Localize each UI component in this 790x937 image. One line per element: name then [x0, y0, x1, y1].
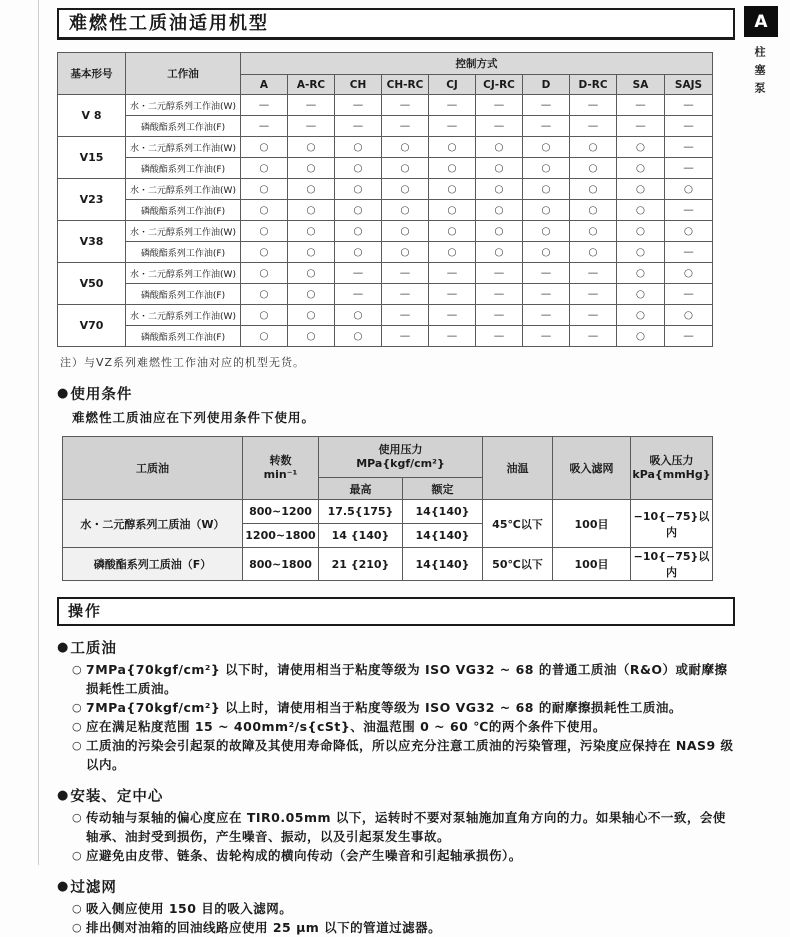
operation-group — [57, 785, 735, 865]
availability-cell: ○ — [288, 137, 335, 158]
models-row-f — [58, 326, 713, 347]
availability-cell: ○ — [617, 284, 665, 305]
models-control-header: CH — [335, 75, 382, 95]
oil-label-f: 磷酸酯系列工作油(F) — [126, 158, 241, 179]
availability-cell: — — [523, 95, 570, 116]
bullet-icon: ● — [57, 386, 70, 401]
circle-bullet-icon: ○ — [72, 849, 83, 862]
availability-cell: — — [617, 116, 665, 137]
cond-header-speed — [243, 437, 319, 500]
availability-cell: ○ — [617, 263, 665, 284]
availability-cell: ○ — [335, 137, 382, 158]
operation-section-title: 操作 — [57, 597, 735, 626]
operation-item — [72, 736, 735, 774]
availability-cell: — — [335, 116, 382, 137]
circle-bullet-icon: ○ — [72, 902, 83, 915]
availability-cell: — — [665, 95, 713, 116]
oil-label-w: 水・二元醇系列工作油(W) — [126, 137, 241, 158]
oil-label-f: 磷酸酯系列工作油(F) — [126, 116, 241, 137]
availability-cell: ○ — [523, 200, 570, 221]
availability-cell: — — [241, 95, 288, 116]
availability-cell: — — [382, 284, 429, 305]
circle-bullet-icon: ○ — [72, 663, 83, 676]
availability-cell: ○ — [523, 221, 570, 242]
availability-cell: ○ — [476, 242, 523, 263]
oil-label-f: 磷酸酯系列工作油(F) — [126, 242, 241, 263]
models-row-f — [58, 242, 713, 263]
oil-label-f: 磷酸酯系列工作油(F) — [126, 200, 241, 221]
operation-item-list — [57, 899, 735, 937]
operation-group-heading — [57, 785, 735, 806]
cond-f-temp: 50℃以下 — [483, 548, 553, 581]
availability-cell: — — [382, 305, 429, 326]
page-content — [57, 8, 735, 937]
cond-w-suction: −10{−75}以内 — [631, 500, 713, 548]
availability-cell: — — [382, 326, 429, 347]
availability-cell: ○ — [335, 158, 382, 179]
models-row-f — [58, 200, 713, 221]
operation-group — [57, 876, 735, 937]
availability-cell: — — [570, 263, 617, 284]
availability-cell: ○ — [288, 242, 335, 263]
availability-cell: — — [476, 116, 523, 137]
availability-cell: ○ — [288, 305, 335, 326]
models-control-header: D — [523, 75, 570, 95]
usage-conditions-heading — [57, 383, 735, 404]
cond-f-max: 21 {210} — [319, 548, 403, 581]
availability-cell: ○ — [523, 242, 570, 263]
availability-cell: ○ — [617, 179, 665, 200]
sidebar-vertical-label: 柱塞泵 — [753, 46, 766, 100]
operation-item-list — [57, 660, 735, 774]
availability-cell: — — [429, 326, 476, 347]
circle-bullet-icon: ○ — [72, 739, 83, 752]
section-index-tab — [744, 6, 778, 37]
bullet-icon: ● — [57, 640, 70, 655]
availability-cell: ○ — [617, 326, 665, 347]
availability-cell: ○ — [429, 158, 476, 179]
cond-w-strainer: 100目 — [553, 500, 631, 548]
models-control-header: SAJS — [665, 75, 713, 95]
availability-cell: — — [665, 116, 713, 137]
availability-cell: ○ — [665, 305, 713, 326]
availability-cell: ○ — [241, 200, 288, 221]
models-row-f — [58, 116, 713, 137]
availability-cell: ○ — [665, 179, 713, 200]
operation-item-text: 工质油的污染会引起泵的故障及其使用寿命降低，所以应充分注意工质油的污染管理，污染度应保持在 NAS9 级以内。 — [86, 738, 734, 772]
operation-item-text: 应避免由皮带、链条、齿轮构成的横向传动（会产生噪音和引起轴承损伤）。 — [86, 848, 522, 863]
cond-header-suction — [631, 437, 713, 500]
operation-group-heading — [57, 637, 735, 658]
cond-row-f — [63, 548, 713, 581]
availability-cell: ○ — [335, 305, 382, 326]
cond-w1-rated: 14{140} — [403, 500, 483, 524]
cond-header-strainer: 吸入滤网 — [553, 437, 631, 500]
operation-item — [72, 717, 735, 736]
availability-cell: ○ — [617, 221, 665, 242]
models-header-oil: 工作油 — [126, 53, 241, 95]
availability-cell: ○ — [335, 221, 382, 242]
cond-row-w1 — [63, 500, 713, 524]
availability-cell: ○ — [335, 242, 382, 263]
operation-item — [72, 698, 735, 717]
operation-item-text: 传动轴与泵轴的偏心度应在 TIR0.05mm 以下，运转时不要对泵轴施加直角方向的力。如果轴心不一致，会使轴承、油封受到损伤，产生噪音、振动，以及引起泵发生事故。 — [86, 810, 726, 844]
oil-label-w: 水・二元醇系列工作油(W) — [126, 95, 241, 116]
cond-w1-max: 17.5{175} — [319, 500, 403, 524]
availability-cell: — — [241, 116, 288, 137]
oil-label-w: 水・二元醇系列工作油(W) — [126, 179, 241, 200]
models-row-w — [58, 305, 713, 326]
availability-cell: — — [523, 326, 570, 347]
operation-item — [72, 918, 735, 937]
availability-cell: — — [335, 284, 382, 305]
cond-header-rated: 额定 — [403, 478, 483, 500]
availability-cell: ○ — [382, 179, 429, 200]
model-cell: V70 — [58, 305, 126, 347]
availability-cell: — — [523, 305, 570, 326]
availability-cell: — — [570, 305, 617, 326]
operation-item-text: 7MPa{70kgf/cm²} 以下时，请使用相当于粘度等级为 ISO VG32 ~ 68 的普通工质油（R&O）或耐摩擦损耗性工质油。 — [86, 662, 728, 696]
availability-cell: — — [288, 116, 335, 137]
availability-cell: ○ — [617, 200, 665, 221]
availability-cell: ○ — [382, 242, 429, 263]
availability-cell: — — [476, 263, 523, 284]
oil-label-f: 磷酸酯系列工作油(F) — [126, 326, 241, 347]
models-row-w — [58, 179, 713, 200]
availability-cell: — — [570, 326, 617, 347]
model-cell: V50 — [58, 263, 126, 305]
model-cell: V 8 — [58, 95, 126, 137]
availability-cell: ○ — [476, 200, 523, 221]
availability-cell: — — [476, 284, 523, 305]
availability-cell: — — [665, 158, 713, 179]
cond-oil-f: 磷酸酯系列工质油（F） — [63, 548, 243, 581]
availability-cell: ○ — [523, 179, 570, 200]
availability-cell: — — [665, 200, 713, 221]
operation-item-text: 排出侧对油箱的回油线路应使用 25 μm 以下的管道过滤器。 — [86, 920, 442, 935]
cond-header-pressure-line2: MPa{kgf/cm²} — [356, 457, 445, 470]
availability-cell: ○ — [241, 158, 288, 179]
operation-item-list — [57, 808, 735, 865]
availability-cell: ○ — [523, 137, 570, 158]
oil-label-w: 水・二元醇系列工作油(W) — [126, 221, 241, 242]
availability-cell: ○ — [241, 179, 288, 200]
cond-w2-speed: 1200~1800 — [243, 524, 319, 548]
cond-header-max: 最高 — [319, 478, 403, 500]
availability-cell: — — [382, 116, 429, 137]
oil-label-w: 水・二元醇系列工作油(W) — [126, 305, 241, 326]
availability-cell: ○ — [241, 284, 288, 305]
availability-cell: ○ — [570, 242, 617, 263]
availability-cell: ○ — [288, 179, 335, 200]
usage-conditions-body: 难燃性工质油应在下列使用条件下使用。 — [72, 410, 316, 425]
availability-cell: — — [382, 263, 429, 284]
availability-cell: ○ — [335, 179, 382, 200]
cond-w1-speed: 800~1200 — [243, 500, 319, 524]
availability-cell: ○ — [665, 263, 713, 284]
availability-cell: ○ — [570, 137, 617, 158]
availability-cell: ○ — [335, 200, 382, 221]
cond-header-temp: 油温 — [483, 437, 553, 500]
availability-cell: — — [570, 284, 617, 305]
models-row-w — [58, 221, 713, 242]
availability-cell: ○ — [335, 326, 382, 347]
availability-cell: ○ — [476, 137, 523, 158]
availability-cell: — — [570, 95, 617, 116]
models-table — [57, 52, 713, 347]
models-table-note: 注）与VZ系列难燃性工作油对应的机型无货。 — [60, 356, 306, 369]
circle-bullet-icon: ○ — [72, 921, 83, 934]
bullet-icon: ● — [57, 879, 70, 894]
availability-cell: — — [476, 95, 523, 116]
availability-cell: — — [429, 95, 476, 116]
availability-cell: ○ — [617, 242, 665, 263]
operation-group — [57, 637, 735, 774]
operation-item-text: 应在满足粘度范围 15 ~ 400mm²/s{cSt}、油温范围 0 ~ 60 ℃的两个条件下使用。 — [86, 719, 606, 734]
availability-cell: — — [429, 116, 476, 137]
models-control-header: SA — [617, 75, 665, 95]
cond-w2-rated: 14{140} — [403, 524, 483, 548]
page-left-rule — [38, 0, 39, 865]
availability-cell: ○ — [288, 326, 335, 347]
availability-cell: — — [665, 326, 713, 347]
section-index-letter: A — [754, 11, 768, 32]
cond-header-speed-line1: 转数 — [269, 454, 292, 467]
cond-f-strainer: 100目 — [553, 548, 631, 581]
cond-oil-w: 水・二元醇系列工质油（W） — [63, 500, 243, 548]
cond-header-pressure — [319, 437, 483, 478]
operation-group-title: 安装、定中心 — [70, 789, 164, 805]
availability-cell: ○ — [429, 242, 476, 263]
operation-item — [72, 660, 735, 698]
circle-bullet-icon: ○ — [72, 701, 83, 714]
availability-cell: ○ — [382, 137, 429, 158]
models-header-model: 基本形号 — [58, 53, 126, 95]
cond-header-suction-line1: 吸入压力 — [649, 454, 694, 467]
availability-cell: ○ — [429, 221, 476, 242]
models-table-body — [58, 95, 713, 347]
availability-cell: ○ — [617, 137, 665, 158]
availability-cell: ○ — [429, 200, 476, 221]
cond-header-suction-line2: kPa{mmHg} — [632, 468, 711, 481]
models-control-header: A — [241, 75, 288, 95]
operation-item — [72, 808, 735, 846]
cond-header-speed-line2: min⁻¹ — [263, 468, 298, 481]
availability-cell: ○ — [476, 158, 523, 179]
availability-cell: — — [429, 284, 476, 305]
availability-cell: ○ — [241, 326, 288, 347]
models-row-w — [58, 137, 713, 158]
availability-cell: — — [617, 95, 665, 116]
availability-cell: ○ — [476, 221, 523, 242]
availability-cell: ○ — [241, 263, 288, 284]
cond-f-speed: 800~1800 — [243, 548, 319, 581]
models-control-header: D-RC — [570, 75, 617, 95]
operation-item-text: 吸入侧应使用 150 目的吸入滤网。 — [86, 901, 293, 916]
availability-cell: ○ — [288, 284, 335, 305]
availability-cell: ○ — [429, 179, 476, 200]
page-title: 难燃性工质油适用机型 — [57, 8, 735, 40]
availability-cell: ○ — [288, 263, 335, 284]
availability-cell: ○ — [241, 137, 288, 158]
availability-cell: — — [476, 305, 523, 326]
availability-cell: ○ — [382, 200, 429, 221]
operation-item-text: 7MPa{70kgf/cm²} 以上时，请使用相当于粘度等级为 ISO VG32 ~ 68 的耐摩擦损耗性工质油。 — [86, 700, 682, 715]
availability-cell: — — [429, 305, 476, 326]
cond-w-temp: 45℃以下 — [483, 500, 553, 548]
availability-cell: ○ — [288, 158, 335, 179]
bullet-icon: ● — [57, 788, 70, 803]
availability-cell: — — [335, 263, 382, 284]
availability-cell: — — [570, 116, 617, 137]
operation-group-title: 工质油 — [70, 641, 117, 657]
operation-item — [72, 899, 735, 918]
availability-cell: ○ — [665, 221, 713, 242]
availability-cell: — — [665, 284, 713, 305]
models-row-f — [58, 158, 713, 179]
models-control-header: A-RC — [288, 75, 335, 95]
oil-label-w: 水・二元醇系列工作油(W) — [126, 263, 241, 284]
models-row-w — [58, 95, 713, 116]
models-control-header: CJ — [429, 75, 476, 95]
model-cell: V23 — [58, 179, 126, 221]
cond-header-oil: 工质油 — [63, 437, 243, 500]
availability-cell: — — [382, 95, 429, 116]
availability-cell: — — [523, 284, 570, 305]
availability-cell: ○ — [617, 305, 665, 326]
cond-w2-max: 14 {140} — [319, 524, 403, 548]
availability-cell: ○ — [476, 179, 523, 200]
availability-cell: — — [523, 116, 570, 137]
models-control-header: CJ-RC — [476, 75, 523, 95]
availability-cell: ○ — [382, 221, 429, 242]
availability-cell: ○ — [241, 242, 288, 263]
operation-item — [72, 846, 735, 865]
availability-cell: ○ — [570, 179, 617, 200]
cond-f-suction: −10{−75}以内 — [631, 548, 713, 581]
oil-label-f: 磷酸酯系列工作油(F) — [126, 284, 241, 305]
availability-cell: ○ — [382, 158, 429, 179]
availability-cell: ○ — [241, 305, 288, 326]
availability-cell: — — [523, 263, 570, 284]
cond-header-pressure-line1: 使用压力 — [378, 443, 423, 456]
cond-f-rated: 14{140} — [403, 548, 483, 581]
operation-group-title: 过滤网 — [70, 880, 117, 896]
availability-cell: — — [476, 326, 523, 347]
models-header-control: 控制方式 — [241, 53, 713, 75]
availability-cell: — — [335, 95, 382, 116]
availability-cell: ○ — [288, 221, 335, 242]
availability-cell: ○ — [570, 221, 617, 242]
operation-group-heading — [57, 876, 735, 897]
conditions-table — [62, 436, 713, 581]
circle-bullet-icon: ○ — [72, 811, 83, 824]
availability-cell: ○ — [570, 200, 617, 221]
availability-cell: ○ — [288, 200, 335, 221]
availability-cell: ○ — [570, 158, 617, 179]
availability-cell: — — [429, 263, 476, 284]
availability-cell: ○ — [523, 158, 570, 179]
availability-cell: ○ — [617, 158, 665, 179]
availability-cell: ○ — [241, 221, 288, 242]
model-cell: V15 — [58, 137, 126, 179]
models-row-f — [58, 284, 713, 305]
availability-cell: — — [665, 137, 713, 158]
availability-cell: ○ — [429, 137, 476, 158]
availability-cell: — — [665, 242, 713, 263]
model-cell: V38 — [58, 221, 126, 263]
models-row-w — [58, 263, 713, 284]
models-control-header: CH-RC — [382, 75, 429, 95]
usage-conditions-title: 使用条件 — [70, 387, 133, 403]
availability-cell: — — [288, 95, 335, 116]
operation-groups — [57, 637, 735, 937]
circle-bullet-icon: ○ — [72, 720, 83, 733]
